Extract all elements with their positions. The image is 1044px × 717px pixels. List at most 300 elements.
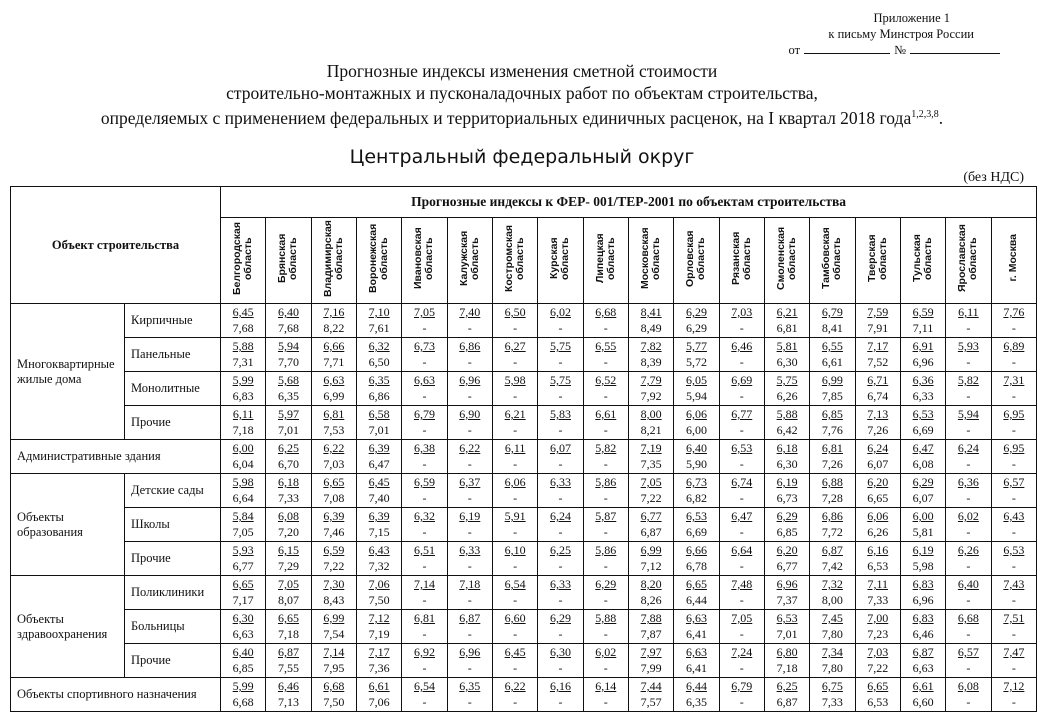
ter-index-value: 6,41 bbox=[685, 660, 707, 675]
ter-index-value: 6,68 bbox=[232, 694, 254, 709]
ter-index-value: 5,72 bbox=[685, 354, 707, 369]
index-cell bbox=[538, 440, 583, 474]
ter-index-value: - bbox=[739, 422, 744, 437]
index-cell bbox=[356, 440, 401, 474]
index-cell bbox=[991, 304, 1037, 338]
index-cell bbox=[492, 406, 537, 440]
index-cell bbox=[221, 576, 266, 610]
fer-index-value: 6,61 bbox=[595, 407, 617, 421]
ter-index-value: 6,64 bbox=[232, 490, 254, 505]
fer-index-value: 6,32 bbox=[413, 509, 435, 523]
fer-index-value: 6,80 bbox=[776, 645, 798, 659]
index-cell bbox=[946, 372, 991, 406]
fer-index-value: 7,10 bbox=[368, 305, 390, 319]
fer-index-value: 7,16 bbox=[323, 305, 345, 319]
index-cell bbox=[583, 304, 628, 338]
index-cell bbox=[719, 508, 764, 542]
group-label: Многоквартирные жилые дома bbox=[11, 304, 125, 440]
fer-index-value: 6,65 bbox=[232, 577, 254, 591]
index-cell bbox=[492, 644, 537, 678]
fer-index-value: 6,71 bbox=[867, 373, 889, 387]
index-cell bbox=[855, 406, 900, 440]
ter-index-value: 7,33 bbox=[867, 592, 889, 607]
index-cell bbox=[855, 508, 900, 542]
title-line3 bbox=[0, 104, 1044, 129]
fer-index-value: 5,94 bbox=[277, 339, 299, 353]
fer-index-value: 6,68 bbox=[595, 305, 617, 319]
region-header bbox=[402, 218, 447, 304]
fer-index-value: 6,60 bbox=[504, 611, 526, 625]
index-cell bbox=[855, 304, 900, 338]
index-cell bbox=[402, 474, 447, 508]
ter-index-value: 6,42 bbox=[776, 422, 798, 437]
index-cell bbox=[447, 304, 492, 338]
fer-index-value: 6,51 bbox=[413, 543, 435, 557]
fer-index-value: 6,39 bbox=[368, 441, 390, 455]
fer-index-value: 7,05 bbox=[277, 577, 299, 591]
region-name: Смоленская область bbox=[775, 226, 799, 290]
index-cell bbox=[402, 644, 447, 678]
ter-index-value: - bbox=[966, 524, 971, 539]
fer-index-value: 7,44 bbox=[640, 679, 662, 693]
ter-index-value: - bbox=[739, 456, 744, 471]
index-cell bbox=[492, 440, 537, 474]
ter-index-value: - bbox=[966, 558, 971, 573]
ter-index-value: - bbox=[966, 422, 971, 437]
fer-index-value: 6,53 bbox=[1003, 543, 1025, 557]
subgroup-label: Монолитные bbox=[125, 372, 221, 406]
fer-index-value: 6,54 bbox=[504, 577, 526, 591]
ter-index-value: - bbox=[467, 354, 472, 369]
ter-index-value: - bbox=[739, 388, 744, 403]
fer-index-value: 6,99 bbox=[323, 611, 345, 625]
index-cell bbox=[538, 406, 583, 440]
ter-index-value: - bbox=[558, 422, 563, 437]
ter-index-value: 7,55 bbox=[277, 660, 299, 675]
fer-index-value: 6,58 bbox=[368, 407, 390, 421]
ter-index-value: - bbox=[558, 456, 563, 471]
ter-index-value: - bbox=[558, 490, 563, 505]
fer-index-value: 6,20 bbox=[776, 543, 798, 557]
title-line1: Прогнозные индексы изменения сметной стоимости bbox=[326, 61, 718, 81]
ter-index-value: 8,39 bbox=[640, 354, 662, 369]
ter-index-value: - bbox=[603, 320, 608, 335]
index-cell bbox=[900, 610, 945, 644]
index-cell bbox=[583, 338, 628, 372]
ter-index-value: 6,70 bbox=[277, 456, 299, 471]
ter-index-value: 7,05 bbox=[232, 524, 254, 539]
index-cell bbox=[356, 406, 401, 440]
index-cell bbox=[356, 542, 401, 576]
table-row bbox=[11, 542, 1037, 576]
index-cell bbox=[628, 474, 673, 508]
fer-index-value: 6,47 bbox=[912, 441, 934, 455]
fer-index-value: 6,35 bbox=[459, 679, 481, 693]
index-cell bbox=[447, 338, 492, 372]
title-line2: строительно-монтажных и пусконаладочных работ по объектам строительства, bbox=[226, 83, 818, 103]
index-cell bbox=[855, 678, 900, 712]
subgroup-label: Кирпичные bbox=[125, 304, 221, 338]
fer-index-value: 7,88 bbox=[640, 611, 662, 625]
fer-index-value: 6,91 bbox=[912, 339, 934, 353]
index-cell bbox=[946, 542, 991, 576]
fer-index-value: 6,40 bbox=[957, 577, 979, 591]
fer-index-value: 7,03 bbox=[731, 305, 753, 319]
ter-index-value: 7,71 bbox=[323, 354, 345, 369]
index-cell bbox=[628, 338, 673, 372]
index-cell bbox=[900, 406, 945, 440]
ter-index-value: - bbox=[739, 524, 744, 539]
appendix-block bbox=[780, 10, 1000, 58]
index-cell bbox=[674, 542, 719, 576]
fer-index-value: 7,17 bbox=[368, 645, 390, 659]
index-cell bbox=[946, 406, 991, 440]
fer-index-value: 6,96 bbox=[459, 373, 481, 387]
ter-index-value: - bbox=[422, 626, 427, 641]
ter-index-value: 7,11 bbox=[912, 320, 934, 335]
index-cell bbox=[855, 610, 900, 644]
fer-index-value: 5,81 bbox=[776, 339, 798, 353]
region-header bbox=[764, 218, 809, 304]
index-cell bbox=[356, 678, 401, 712]
ter-index-value: 7,15 bbox=[368, 524, 390, 539]
index-cell bbox=[538, 338, 583, 372]
index-cell bbox=[855, 644, 900, 678]
region-name: Ивановская область bbox=[412, 227, 436, 289]
table-row bbox=[11, 508, 1037, 542]
index-cell bbox=[810, 508, 855, 542]
fer-index-value: 6,21 bbox=[504, 407, 526, 421]
fer-index-value: 5,93 bbox=[232, 543, 254, 557]
ter-index-value: 6,63 bbox=[232, 626, 254, 641]
ter-index-value: - bbox=[966, 626, 971, 641]
index-cell bbox=[900, 678, 945, 712]
ter-index-value: - bbox=[558, 592, 563, 607]
ter-index-value: 6,96 bbox=[912, 354, 934, 369]
fer-index-value: 6,00 bbox=[232, 441, 254, 455]
fer-index-value: 6,40 bbox=[685, 441, 707, 455]
index-cell bbox=[538, 304, 583, 338]
fer-index-value: 7,19 bbox=[640, 441, 662, 455]
index-cell bbox=[266, 644, 311, 678]
fer-index-value: 6,11 bbox=[958, 305, 979, 319]
document-title bbox=[0, 60, 1044, 129]
fer-index-value: 7,32 bbox=[821, 577, 843, 591]
fer-index-value: 7,43 bbox=[1003, 577, 1025, 591]
index-cell bbox=[221, 644, 266, 678]
ter-index-value: 8,00 bbox=[821, 592, 843, 607]
ter-index-value: - bbox=[467, 694, 472, 709]
fer-index-value: 6,32 bbox=[368, 339, 390, 353]
ter-index-value: 6,26 bbox=[867, 524, 889, 539]
fer-index-value: 6,29 bbox=[912, 475, 934, 489]
region-header bbox=[311, 218, 356, 304]
ter-index-value: - bbox=[603, 354, 608, 369]
ter-index-value: 7,03 bbox=[323, 456, 345, 471]
index-cell bbox=[855, 474, 900, 508]
fer-index-value: 6,02 bbox=[957, 509, 979, 523]
appendix-line3 bbox=[780, 42, 1000, 58]
fer-index-value: 5,86 bbox=[595, 475, 617, 489]
ter-index-value: - bbox=[422, 558, 427, 573]
index-cell bbox=[583, 576, 628, 610]
fer-index-value: 7,31 bbox=[1003, 373, 1025, 387]
ter-index-value: 6,65 bbox=[867, 490, 889, 505]
index-cell bbox=[810, 576, 855, 610]
ter-index-value: - bbox=[467, 592, 472, 607]
index-cell bbox=[402, 304, 447, 338]
ter-index-value: - bbox=[966, 592, 971, 607]
fer-index-value: 6,68 bbox=[323, 679, 345, 693]
index-cell bbox=[674, 610, 719, 644]
fer-index-value: 6,19 bbox=[776, 475, 798, 489]
fer-index-value: 5,91 bbox=[504, 509, 526, 523]
ter-index-value: - bbox=[739, 354, 744, 369]
index-cell bbox=[674, 372, 719, 406]
ter-index-value: 5,98 bbox=[912, 558, 934, 573]
index-cell bbox=[311, 440, 356, 474]
region-name: Тульская область bbox=[911, 234, 935, 282]
index-cell bbox=[583, 474, 628, 508]
fer-index-value: 6,52 bbox=[595, 373, 617, 387]
fer-index-value: 6,79 bbox=[413, 407, 435, 421]
ter-index-value: 7,80 bbox=[821, 660, 843, 675]
fer-index-value: 7,24 bbox=[731, 645, 753, 659]
index-cell bbox=[583, 610, 628, 644]
ter-index-value: 7,52 bbox=[867, 354, 889, 369]
fer-index-value: 6,18 bbox=[776, 441, 798, 455]
ter-index-value: 7,32 bbox=[368, 558, 390, 573]
fer-index-value: 6,79 bbox=[731, 679, 753, 693]
fer-index-value: 6,24 bbox=[867, 441, 889, 455]
fer-index-value: 7,34 bbox=[821, 645, 843, 659]
ter-index-value: - bbox=[739, 626, 744, 641]
index-cell bbox=[991, 372, 1037, 406]
fer-index-value: 5,88 bbox=[776, 407, 798, 421]
ter-index-value: - bbox=[603, 422, 608, 437]
region-name: Рязанская область bbox=[729, 231, 753, 285]
index-cell bbox=[538, 610, 583, 644]
ter-index-value: 7,29 bbox=[277, 558, 299, 573]
fer-index-value: 7,51 bbox=[1003, 611, 1025, 625]
fer-index-value: 7,82 bbox=[640, 339, 662, 353]
index-cell bbox=[628, 542, 673, 576]
region-name: Воронежская область bbox=[367, 223, 391, 293]
region-header bbox=[855, 218, 900, 304]
ter-index-value: 6,35 bbox=[685, 694, 707, 709]
ter-index-value: 6,96 bbox=[912, 592, 934, 607]
vat-note: (без НДС) bbox=[963, 170, 1024, 185]
index-cell bbox=[356, 304, 401, 338]
index-cell bbox=[719, 406, 764, 440]
title-line3-text: определяемых с применением федеральных и территориальных единичных расценок, на I квартал 2018 года bbox=[100, 107, 912, 128]
index-cell bbox=[221, 440, 266, 474]
index-cell bbox=[356, 508, 401, 542]
district-heading: Центральный федеральный округ bbox=[349, 146, 695, 168]
index-cell bbox=[402, 338, 447, 372]
index-cell bbox=[810, 440, 855, 474]
ter-index-value: - bbox=[966, 660, 971, 675]
ter-index-value: - bbox=[422, 388, 427, 403]
ter-index-value: 7,17 bbox=[232, 592, 254, 607]
fer-index-value: 6,44 bbox=[685, 679, 707, 693]
fer-index-value: 5,93 bbox=[957, 339, 979, 353]
index-cell bbox=[492, 508, 537, 542]
ter-index-value: - bbox=[558, 388, 563, 403]
ter-index-value: 7,08 bbox=[323, 490, 345, 505]
index-cell bbox=[311, 304, 356, 338]
index-cell bbox=[221, 372, 266, 406]
index-cell bbox=[492, 372, 537, 406]
fer-index-value: 6,86 bbox=[821, 509, 843, 523]
fer-index-value: 6,45 bbox=[232, 305, 254, 319]
subgroup-label: Детские сады bbox=[125, 474, 221, 508]
ter-index-value: 6,82 bbox=[685, 490, 707, 505]
index-cell bbox=[492, 542, 537, 576]
fer-index-value: 6,55 bbox=[821, 339, 843, 353]
index-cell bbox=[810, 338, 855, 372]
fer-index-value: 6,99 bbox=[821, 373, 843, 387]
ter-index-value: 7,33 bbox=[277, 490, 299, 505]
fer-index-value: 6,11 bbox=[504, 441, 526, 455]
ter-index-value: - bbox=[422, 660, 427, 675]
ter-index-value: 6,00 bbox=[685, 422, 707, 437]
index-cell bbox=[356, 372, 401, 406]
index-cell bbox=[447, 406, 492, 440]
fer-index-value: 6,69 bbox=[731, 373, 753, 387]
index-cell bbox=[447, 576, 492, 610]
ter-index-value: 7,20 bbox=[277, 524, 299, 539]
fer-index-value: 6,25 bbox=[277, 441, 299, 455]
index-cell bbox=[764, 338, 809, 372]
index-cell bbox=[266, 576, 311, 610]
ter-index-value: 6,77 bbox=[776, 558, 798, 573]
fer-index-value: 6,68 bbox=[957, 611, 979, 625]
fer-index-value: 6,24 bbox=[957, 441, 979, 455]
ter-index-value: - bbox=[603, 626, 608, 641]
ter-index-value: - bbox=[966, 694, 971, 709]
index-cell bbox=[583, 372, 628, 406]
ter-index-value: - bbox=[513, 626, 518, 641]
fer-index-value: 6,61 bbox=[912, 679, 934, 693]
ter-index-value: 6,85 bbox=[232, 660, 254, 675]
fer-index-value: 6,11 bbox=[232, 407, 254, 421]
fer-index-value: 7,03 bbox=[867, 645, 889, 659]
subgroup-label: Поликлиники bbox=[125, 576, 221, 610]
index-cell bbox=[719, 610, 764, 644]
fer-index-value: 6,20 bbox=[867, 475, 889, 489]
fer-index-value: 6,05 bbox=[685, 373, 707, 387]
index-cell bbox=[719, 576, 764, 610]
fer-index-value: 7,40 bbox=[459, 305, 481, 319]
ter-index-value: - bbox=[558, 524, 563, 539]
region-header bbox=[492, 218, 537, 304]
subgroup-label: Панельные bbox=[125, 338, 221, 372]
index-cell bbox=[991, 474, 1037, 508]
region-header bbox=[991, 218, 1037, 304]
index-cell bbox=[583, 542, 628, 576]
ter-index-value: 7,22 bbox=[640, 490, 662, 505]
ter-index-value: - bbox=[603, 388, 608, 403]
ter-index-value: - bbox=[513, 524, 518, 539]
ter-index-value: 6,69 bbox=[912, 422, 934, 437]
index-cell bbox=[311, 678, 356, 712]
region-name: Орловская область bbox=[684, 229, 708, 287]
index-cell bbox=[402, 508, 447, 542]
index-cell bbox=[810, 644, 855, 678]
region-header bbox=[447, 218, 492, 304]
index-cell bbox=[402, 542, 447, 576]
region-name: Владимирская область bbox=[321, 219, 345, 297]
fer-index-value: 7,12 bbox=[368, 611, 390, 625]
fer-index-value: 6,95 bbox=[1003, 407, 1025, 421]
index-cell bbox=[991, 338, 1037, 372]
ter-index-value: 6,60 bbox=[912, 694, 934, 709]
fer-index-value: 6,46 bbox=[277, 679, 299, 693]
fer-index-value: 7,05 bbox=[640, 475, 662, 489]
index-cell bbox=[538, 678, 583, 712]
ter-index-value: - bbox=[1011, 320, 1016, 335]
fer-index-value: 6,43 bbox=[368, 543, 390, 557]
index-cell bbox=[764, 610, 809, 644]
index-cell bbox=[900, 338, 945, 372]
index-cell bbox=[991, 508, 1037, 542]
ter-index-value: 7,76 bbox=[821, 422, 843, 437]
fer-index-value: 7,47 bbox=[1003, 645, 1025, 659]
index-cell bbox=[356, 644, 401, 678]
fer-index-value: 6,90 bbox=[459, 407, 481, 421]
fer-index-value: 6,87 bbox=[912, 645, 934, 659]
index-cell bbox=[719, 304, 764, 338]
ter-index-value: 7,01 bbox=[277, 422, 299, 437]
ter-index-value: 7,42 bbox=[821, 558, 843, 573]
ter-index-value: - bbox=[513, 694, 518, 709]
ter-index-value: 6,26 bbox=[776, 388, 798, 403]
index-cell bbox=[628, 406, 673, 440]
ter-index-value: 6,46 bbox=[912, 626, 934, 641]
ter-index-value: 7,92 bbox=[640, 388, 662, 403]
ter-index-value: - bbox=[739, 558, 744, 573]
index-cell bbox=[900, 440, 945, 474]
fer-index-value: 6,81 bbox=[413, 611, 435, 625]
ter-index-value: 6,53 bbox=[867, 694, 889, 709]
region-name: г. Москва bbox=[1007, 234, 1020, 282]
fer-index-value: 5,75 bbox=[549, 373, 571, 387]
index-cell bbox=[628, 576, 673, 610]
ter-index-value: 7,19 bbox=[368, 626, 390, 641]
region-header bbox=[628, 218, 673, 304]
index-cell bbox=[356, 576, 401, 610]
ter-index-value: 7,70 bbox=[277, 354, 299, 369]
ter-index-value: - bbox=[966, 388, 971, 403]
ter-index-value: 7,50 bbox=[368, 592, 390, 607]
fer-index-value: 7,17 bbox=[867, 339, 889, 353]
region-name: Ярославская область bbox=[956, 224, 980, 292]
index-cell bbox=[674, 304, 719, 338]
index-cell bbox=[900, 304, 945, 338]
ter-index-value: 7,01 bbox=[368, 422, 390, 437]
ter-index-value: 6,78 bbox=[685, 558, 707, 573]
fer-index-value: 6,16 bbox=[867, 543, 889, 557]
index-cell bbox=[447, 678, 492, 712]
ter-index-value: 7,37 bbox=[776, 592, 798, 607]
ter-index-value: 7,36 bbox=[368, 660, 390, 675]
ter-index-value: - bbox=[1011, 422, 1016, 437]
index-cell bbox=[402, 440, 447, 474]
region-name: Белгородская область bbox=[231, 221, 255, 295]
index-cell bbox=[991, 440, 1037, 474]
index-cell bbox=[266, 338, 311, 372]
